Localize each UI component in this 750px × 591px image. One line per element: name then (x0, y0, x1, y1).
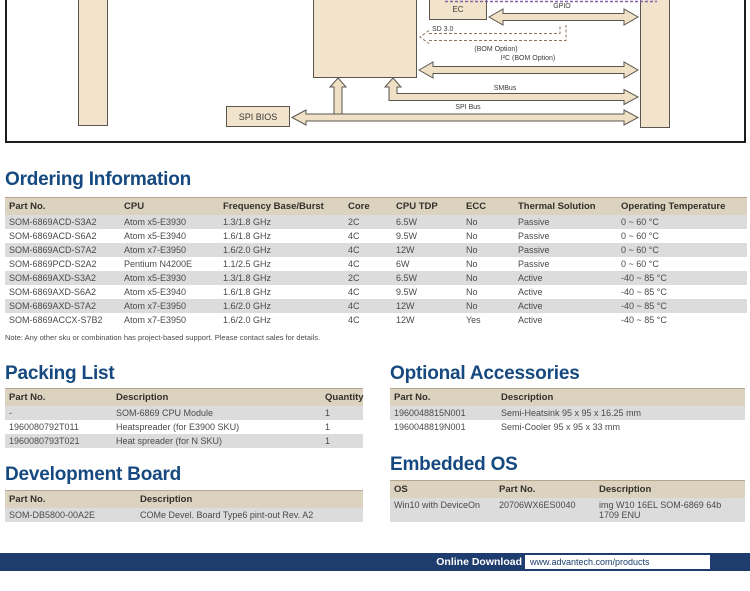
table-cell: SOM-6869PCD-S2A2 (9, 259, 97, 269)
download-url-link[interactable]: www.advantech.com/products (525, 555, 710, 569)
table-cell: 1.3/1.8 GHz (223, 217, 272, 227)
table-cell: No (466, 259, 478, 269)
table-cell: No (466, 301, 478, 311)
gpio-label: GPIO (553, 3, 571, 10)
sd30-arrowhead (420, 31, 429, 44)
table-header-row (390, 389, 745, 407)
table-cell: img W10 16EL SOM-6869 64b 1709 ENU (599, 500, 722, 520)
table-cell: Passive (518, 245, 550, 255)
table-cell: SOM-6869ACCX-S7B2 (9, 315, 103, 325)
table-cell: Passive (518, 217, 550, 227)
table-cell: No (466, 231, 478, 241)
table-cell: 4C (348, 315, 360, 325)
diagram-arrows (0, 0, 750, 143)
table-header-cell: Description (136, 491, 363, 509)
table-cell: Heatspreader (for E3900 SKU) (116, 422, 240, 432)
table-header-cell: Part No. (5, 389, 112, 407)
table-cell: No (466, 245, 478, 255)
table-header-cell: OS (390, 481, 495, 499)
optional-accessories-table (390, 388, 745, 434)
table-cell: SOM-6869AXD-S6A2 (9, 287, 97, 297)
table-cell: 6W (396, 259, 410, 269)
table-header-cell: Operating Temperature (617, 198, 747, 216)
table-cell: Passive (518, 259, 550, 269)
table-cell: Active (518, 301, 543, 311)
table-cell: 1960048819N001 (394, 422, 466, 432)
block-diagram (0, 0, 750, 143)
table-cell: 1960080792T011 (9, 422, 79, 432)
ordering-note: Note: Any other sku or combination has project-based support. Please contact sales for details. (5, 333, 321, 342)
table-cell: Active (518, 273, 543, 283)
sd30-label: SD 3.0 (432, 26, 454, 33)
table-cell: 1.6/2.0 GHz (223, 315, 272, 325)
table-cell: No (466, 273, 478, 283)
table-cell: 2C (348, 273, 360, 283)
table-cell: 1.6/1.8 GHz (223, 287, 272, 297)
table-cell: 4C (348, 301, 360, 311)
table-row (5, 285, 747, 299)
table-header-cell: CPU TDP (392, 198, 462, 216)
table-header-cell: ECC (462, 198, 514, 216)
table-cell: Pentium N4200E (124, 259, 193, 269)
table-cell: 4C (348, 259, 360, 269)
table-cell: 6.5W (396, 217, 418, 227)
embedded-os-title: Embedded OS (390, 454, 518, 475)
table-cell: No (466, 287, 478, 297)
optional-accessories-title: Optional Accessories (390, 363, 580, 384)
table-cell: SOM-6869ACD-S3A2 (9, 217, 97, 227)
table-cell: -40 ~ 85 °C (621, 315, 667, 325)
table-cell: 4C (348, 245, 360, 255)
table-cell: 1.6/1.8 GHz (223, 231, 272, 241)
footer-bar (0, 553, 750, 571)
table-cell: 2C (348, 217, 360, 227)
table-cell: SOM-6869AXD-S3A2 (9, 273, 97, 283)
table-row (390, 498, 745, 522)
ordering-information-table (5, 197, 747, 327)
i2c-arrow (419, 62, 638, 78)
table-cell: 12W (396, 315, 415, 325)
table-cell: -40 ~ 85 °C (621, 287, 667, 297)
table-cell: 4C (348, 231, 360, 241)
spi-bus-label: SPI Bus (455, 104, 481, 111)
table-cell: SOM-6869AXD-S7A2 (9, 301, 97, 311)
table-cell: Passive (518, 231, 550, 241)
packing-list-title: Packing List (5, 363, 115, 384)
table-header-cell: Frequency Base/Burst (219, 198, 344, 216)
table-cell: 4C (348, 287, 360, 297)
table-cell: Atom x5-E3940 (124, 287, 187, 297)
table-cell: Atom x5-E3930 (124, 217, 187, 227)
table-cell: 1 (325, 436, 331, 446)
table-cell: 12W (396, 301, 415, 311)
bom-option-label: (BOM Option) (474, 46, 518, 53)
table-cell: 9.5W (396, 231, 418, 241)
table-header-cell: Thermal Solution (514, 198, 617, 216)
table-row (5, 299, 747, 313)
online-download-label: Online Download (436, 556, 522, 568)
table-cell: 1 (325, 408, 331, 418)
table-header-row (390, 481, 745, 499)
table-cell: Yes (466, 315, 481, 325)
table-row (5, 243, 747, 257)
spi-bus-arrow (292, 110, 638, 125)
table-cell: SOM-6869 CPU Module (116, 408, 214, 418)
embedded-os-table (390, 480, 745, 522)
table-cell: Win10 with DeviceOn (394, 500, 481, 510)
table-cell: COMe Devel. Board Type6 pint-out Rev. A2 (140, 510, 314, 520)
gpio-arrow (489, 9, 638, 25)
table-cell: 0 ~ 60 °C (621, 245, 659, 255)
table-header-cell: Core (344, 198, 392, 216)
table-row (390, 406, 745, 420)
table-cell: Heat spreader (for N SKU) (116, 436, 223, 446)
ec-box-label: EC (452, 4, 464, 14)
spi-vertical-arrow (330, 78, 346, 114)
table-header-cell: CPU (120, 198, 219, 216)
table-cell: 12W (396, 245, 415, 255)
spi-bios-label: SPI BIOS (238, 111, 278, 122)
i2c-label: I²C (BOM Option) (500, 55, 556, 62)
smbus-label: SMBus (493, 85, 517, 92)
table-row (5, 257, 747, 271)
table-row (5, 434, 363, 448)
table-row (5, 420, 363, 434)
table-cell: 6.5W (396, 273, 418, 283)
table-cell: 1.1/2.5 GHz (223, 259, 272, 269)
table-cell: SOM-6869ACD-S7A2 (9, 245, 97, 255)
table-cell: Semi-Heatsink 95 x 95 x 16.25 mm (501, 408, 642, 418)
table-header-row (5, 389, 363, 407)
table-header-row (5, 198, 747, 216)
table-cell: Atom x7-E3950 (124, 301, 187, 311)
table-cell: 1960080793T021 (9, 436, 80, 446)
table-cell: - (9, 408, 12, 418)
table-cell: Active (518, 287, 543, 297)
table-cell: Active (518, 315, 543, 325)
table-header-cell: Description (112, 389, 321, 407)
packing-list-table (5, 388, 363, 448)
table-row (5, 313, 747, 327)
ordering-information-title: Ordering Information (5, 169, 192, 190)
table-cell: 0 ~ 60 °C (621, 231, 659, 241)
development-board-title: Development Board (5, 464, 182, 485)
table-cell: 1 (325, 422, 331, 432)
table-cell: 1.3/1.8 GHz (223, 273, 272, 283)
table-header-cell: Part No. (5, 198, 120, 216)
table-cell: 1.6/2.0 GHz (223, 301, 272, 311)
table-cell: SOM-6869ACD-S6A2 (9, 231, 97, 241)
table-cell: Atom x7-E3950 (124, 315, 187, 325)
table-header-cell: Description (497, 389, 745, 407)
table-cell: No (466, 217, 478, 227)
table-row (5, 271, 747, 285)
table-cell: 9.5W (396, 287, 418, 297)
table-row (5, 508, 363, 522)
table-row (5, 215, 747, 229)
table-header-cell: Quantity (321, 389, 363, 407)
table-cell: 1.6/2.0 GHz (223, 245, 272, 255)
table-row (390, 420, 745, 434)
development-board-table (5, 490, 363, 522)
table-cell: 20706WX6ES0040 (499, 500, 576, 510)
table-cell: Atom x5-E3940 (124, 231, 187, 241)
table-cell: Atom x5-E3930 (124, 273, 187, 283)
table-header-cell: Description (595, 481, 745, 499)
table-row (5, 229, 747, 243)
table-cell: SOM-DB5800-00A2E (9, 510, 96, 520)
table-cell: Semi-Cooler 95 x 95 x 33 mm (501, 422, 621, 432)
table-row (5, 406, 363, 420)
table-header-cell: Part No. (390, 389, 497, 407)
table-cell: 1960048815N001 (394, 408, 466, 418)
table-cell: 0 ~ 60 °C (621, 259, 659, 269)
table-cell: -40 ~ 85 °C (621, 273, 667, 283)
table-header-cell: Part No. (5, 491, 136, 509)
table-cell: -40 ~ 85 °C (621, 301, 667, 311)
table-header-row (5, 491, 363, 509)
table-cell: 0 ~ 60 °C (621, 217, 659, 227)
table-cell: Atom x7-E3950 (124, 245, 187, 255)
table-header-cell: Part No. (495, 481, 595, 499)
